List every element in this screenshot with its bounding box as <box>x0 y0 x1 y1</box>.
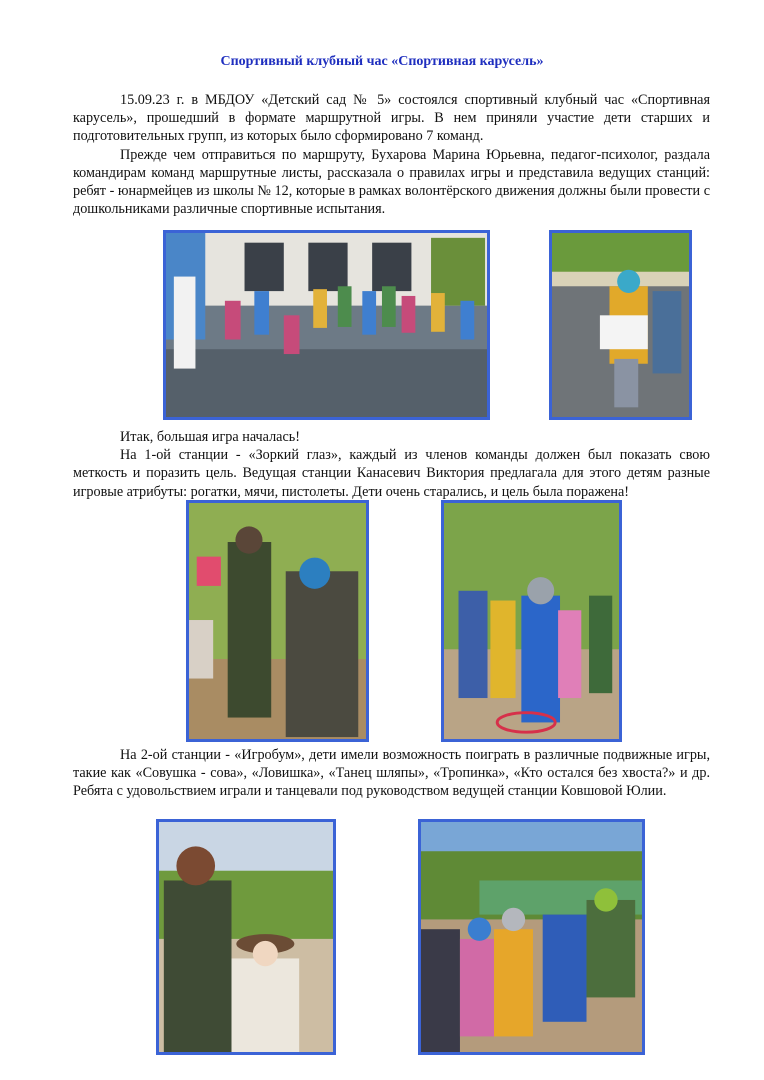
paragraph-5: На 2-ой станции - «Игробум», дети имели возможность поиграть в различные подвижные игры, такие как «Совушка - сова», «Ловишка», «Танец шляпы», «Тропинка», «Кто остался без хвоста?» и др. Ребята с удовольствием играли и танцевали под руководством ведущей станции Ковшовой Юлии. <box>73 747 710 800</box>
photo-hat-dance <box>156 819 336 1055</box>
paragraph-station-2-block <box>73 746 710 801</box>
paragraph-4: На 1-ой станции - «Зоркий глаз», каждый из членов команды должен был показать свою меткость и поразить цель. Ведущая станции Канасевич Виктория предлагала для этого детям разные игровые атрибуты: рогатки, мячи, пистолеты. Дети очень старались, и цель была поражена! <box>73 447 710 500</box>
photo-group-games <box>418 819 645 1055</box>
paragraph-station-1-block <box>73 428 710 501</box>
paragraph-intro <box>73 91 710 218</box>
paragraph-3: Итак, большая игра началась! <box>120 429 300 445</box>
photo-route-sheet <box>549 230 692 420</box>
paragraph-1: 15.09.23 г. в МБДОУ «Детский сад № 5» состоялся спортивный клубный час «Спортивная карусель», прошедший в формате маршрутной игры. В нем приняли участие дети старших и подготовительных групп, из которых было сформировано 7 команд. <box>73 92 710 145</box>
photo-group-assembly <box>163 230 490 420</box>
photo-target-practice <box>441 500 622 742</box>
page-title: Спортивный клубный час «Спортивная карусель» <box>220 54 544 69</box>
photo-shooting-station <box>186 500 369 742</box>
paragraph-2: Прежде чем отправиться по маршруту, Бухарова Марина Юрьевна, педагог-психолог, раздала командирам команд маршрутные листы, рассказала о правилах игры и представила ведущих станций: ребят - юнармейцев из школы № 12, которые в рамках волонтёрского движения должны были провести с дошкольниками различные спортивные испытания. <box>73 146 710 218</box>
